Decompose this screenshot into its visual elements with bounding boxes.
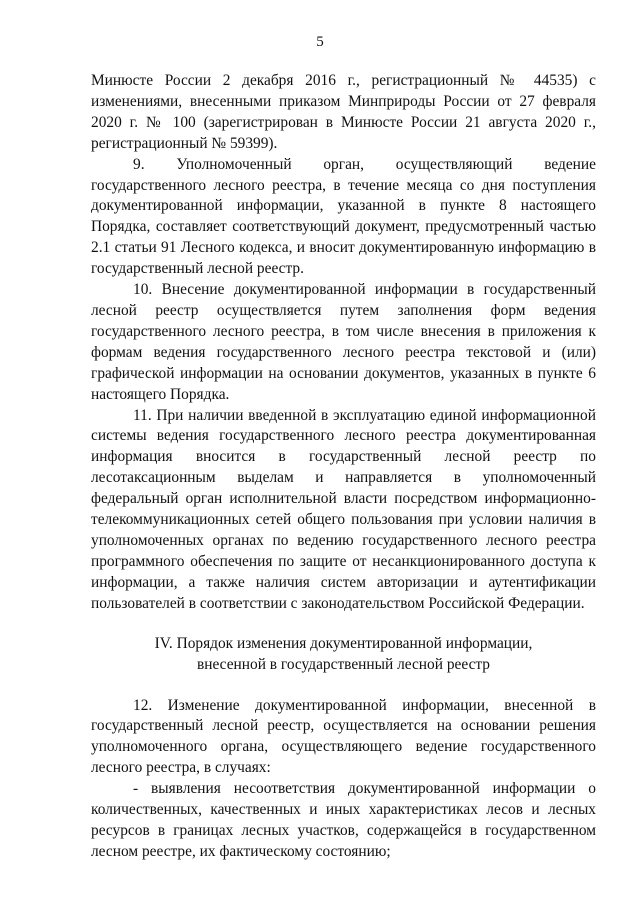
paragraph-9: 9. Уполномоченный орган, осуществляющий ведение государственного лесного реестра, в течение месяца со дня поступления документированной информации, указанной в пункте 8 настоящего Порядка, составляет соответствующий документ, предусмотренный частью 2.1 статьи 91 Лесного кодекса, и вносит документированную информацию в государственный лесной реестр.	[91, 155, 596, 278]
section-heading	[91, 633, 596, 676]
paragraph-10: 10. Внесение документированной информации в государственный лесной реестр осуществляется путем заполнения форм ведения государственного лесного реестра, в том числе внесения в приложения к формам ведения государственного лесного реестра текстовой и (или) графической информации на основании документов, указанных в пункте 6 настоящего Порядка.	[91, 281, 596, 403]
section-heading-line-1: IV. Порядок изменения документированной информации,	[154, 634, 533, 652]
section-heading-line-2: внесенной в государственный лесной реестр	[196, 656, 491, 674]
document-body	[91, 71, 596, 863]
paragraph-12: 12. Изменение документированной информации, внесенной в государственный лесной реестр, осуществляется на основании решения уполномоченного органа, осуществляющего ведение государственного лесного реестра, в случаях:	[91, 696, 596, 777]
page-number: 5	[316, 34, 324, 50]
paragraph-12-item-1: - выявления несоответствия документированной информации о количественных, качественных и иных характеристиках лесов и лесных ресурсов в границах лесных участков, содержащейся в государственном лесном реестре, их фактическому состоянию;	[91, 780, 596, 860]
paragraph-continuation: Минюсте России 2 декабря 2016 г., регистрационный № 44535) с изменениями, внесенными приказом Минприроды России от 27 февраля 2020 г. № 100 (зарегистрирован в Минюсте России 21 августа 2020 г., регистрационный № 59399).	[91, 72, 596, 152]
paragraph-11: 11. При наличии введенной в эксплуатацию единой информационной системы ведения государственного лесного реестра документированная информация вносится в государственный лесной реестр по лесотаксационным выделам и направляется в уполномоченный федеральный орган исполнительной власти посредством информационно-телекоммуникационных сетей общего пользования при условии наличия в уполномоченных органах по ведению государственного лесного реестра программного обеспечения по защите от несанкционированного доступа к информации, а также наличия систем авторизации и аутентификации пользователей в соответствии с законодательством Российской Федерации.	[91, 406, 596, 612]
